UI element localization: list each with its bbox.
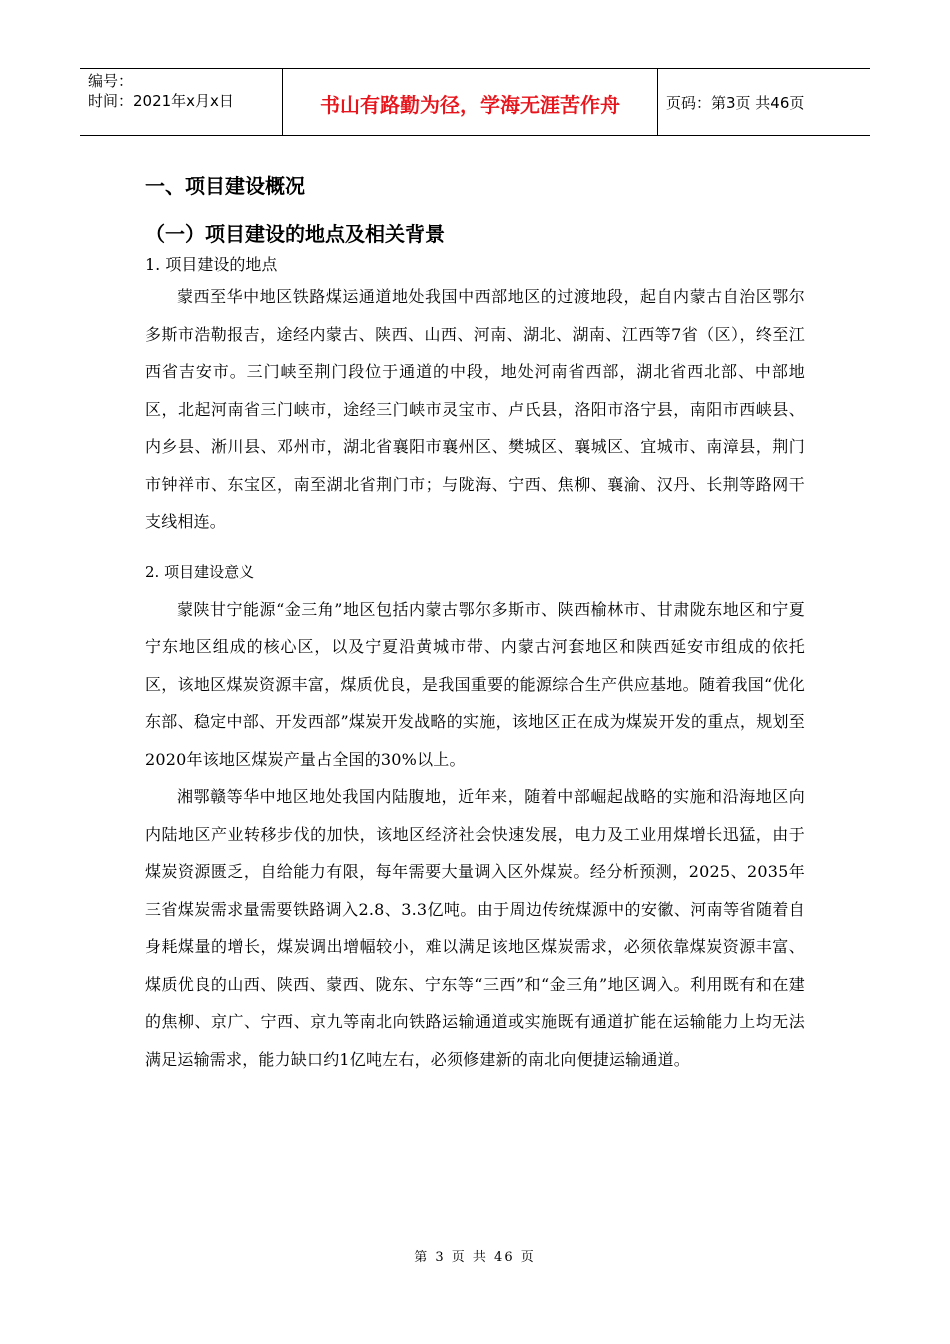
document-body <box>145 168 805 1078</box>
header-motto: 书山有路勤为径，学海无涯苦作舟 <box>283 69 658 135</box>
page-footer: 第 3 页 共 46 页 <box>414 1250 536 1265</box>
header-time-label: 时间：2021年x月x日 <box>88 92 234 110</box>
header-number-label: 编号： <box>88 72 134 90</box>
section-2-paragraph-2: 湘鄂赣等华中地区地处我国内陆腹地，近年来，随着中部崛起战略的实施和沿海地区向内陆地区产业转移步伐的加快，该地区经济社会快速发展，电力及工业用煤增长迅猛，由于煤炭资源匮乏，自给能力有限，每年需要大量调入区外煤炭。经分析预测，2025、2035年三省煤炭需求量需要铁路调入2.8、3.3亿吨。由于周边传统煤源中的安徽、河南等省随着自身耗煤量的增长，煤炭调出增幅较小，难以满足该地区煤炭需求，必须依靠煤炭资源丰富、煤质优良的山西、陕西、蒙西、陇东、宁东等“三西”和“金三角”地区调入。利用既有和在建的焦柳、京广、宁西、京九等南北向铁路运输通道或实施既有通道扩能在运输能力上均无法满足运输需求，能力缺口约1亿吨左右，必须修建新的南北向便捷运输通道。 <box>145 787 805 1069</box>
page-header <box>80 68 870 136</box>
heading-level-2: （一）项目建设的地点及相关背景 <box>145 222 445 246</box>
header-meta-cell <box>80 69 283 135</box>
section-2-paragraph-1: 蒙陕甘宁能源“金三角”地区包括内蒙古鄂尔多斯市、陕西榆林市、甘肃陇东地区和宁夏宁东地区组成的核心区，以及宁夏沿黄城市带、内蒙古河套地区和陕西延安市组成的依托区，该地区煤炭资源丰富，煤质优良，是我国重要的能源综合生产供应基地。随着我国“优化东部、稳定中部、开发西部”煤炭开发战略的实施，该地区正在成为煤炭开发的重点，规划至2020年该地区煤炭产量占全国的30%以上。 <box>145 599 805 769</box>
heading-level-1: 一、项目建设概况 <box>145 174 305 198</box>
header-page-info: 页码：第3页 共46页 <box>666 93 805 112</box>
section-2-title: 2. 项目建设意义 <box>145 562 255 581</box>
section-1-paragraph: 蒙西至华中地区铁路煤运通道地处我国中西部地区的过渡地段，起自内蒙古自治区鄂尔多斯市浩勒报吉，途经内蒙古、陕西、山西、河南、湖北、湖南、江西等7省（区），终至江西省吉安市。三门峡至荆门段位于通道的中段，地处河南省西部，湖北省西北部、中部地区，北起河南省三门峡市，途经三门峡市灵宝市、卢氏县，洛阳市洛宁县，南阳市西峡县、内乡县、淅川县、邓州市，湖北省襄阳市襄州区、樊城区、襄城区、宜城市、南漳县，荆门市钟祥市、东宝区，南至湖北省荆门市；与陇海、宁西、焦柳、襄渝、汉丹、长荆等路网干支线相连。 <box>145 287 805 531</box>
section-1-title: 1. 项目建设的地点 <box>145 255 278 274</box>
